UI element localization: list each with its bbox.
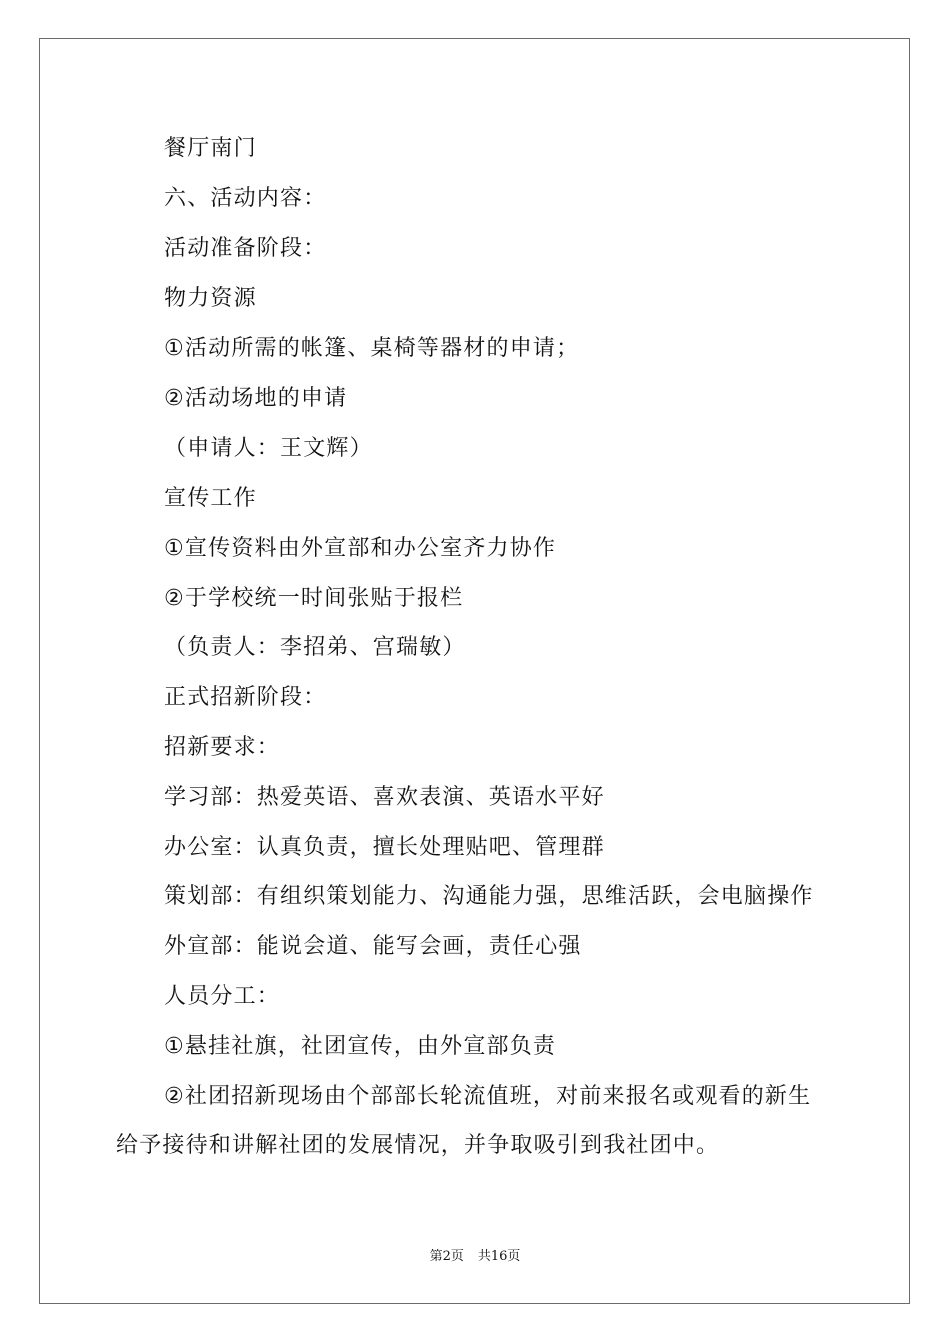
text-line: 招新要求： — [164, 735, 281, 760]
text-line: 正式招新阶段： — [164, 685, 327, 710]
text-line: ②社团招新现场由个部部长轮流值班，对前来报名或观看的新生 — [164, 1084, 812, 1109]
section-heading: 六、活动内容： — [164, 186, 327, 211]
text-line: 宣传工作 — [164, 486, 257, 511]
text-line: （申请人：王文辉） — [164, 436, 373, 461]
text-line: 学习部：热爱英语、喜欢表演、英语水平好 — [164, 785, 605, 810]
page-footer — [0, 1248, 950, 1266]
page-number: 第2页 — [429, 1249, 464, 1264]
text-line: 办公室：认真负责，擅长处理贴吧、管理群 — [164, 835, 605, 860]
text-line: 给予接待和讲解社团的发展情况，并争取吸引到我社团中。 — [116, 1133, 720, 1158]
text-line: 物力资源 — [164, 286, 257, 311]
text-line: 外宣部：能说会道、能写会画，责任心强 — [164, 934, 582, 959]
text-line: ①宣传资料由外宣部和办公室齐力协作 — [164, 536, 557, 561]
page-total: 共16页 — [477, 1249, 521, 1264]
text-line: 活动准备阶段： — [164, 236, 327, 261]
text-line: 餐厅南门 — [164, 136, 257, 161]
text-line: ①悬挂社旗，社团宣传，由外宣部负责 — [164, 1034, 557, 1059]
text-line: 人员分工： — [164, 984, 281, 1009]
text-line: 策划部：有组织策划能力、沟通能力强，思维活跃，会电脑操作 — [164, 884, 814, 909]
text-line: （负责人：李招弟、宫瑞敏） — [164, 635, 466, 660]
text-line: ①活动所需的帐篷、桌椅等器材的申请； — [164, 336, 580, 361]
text-line: ②活动场地的申请 — [164, 386, 348, 411]
page-border — [39, 38, 910, 1304]
text-line: ②于学校统一时间张贴于报栏 — [164, 586, 464, 611]
